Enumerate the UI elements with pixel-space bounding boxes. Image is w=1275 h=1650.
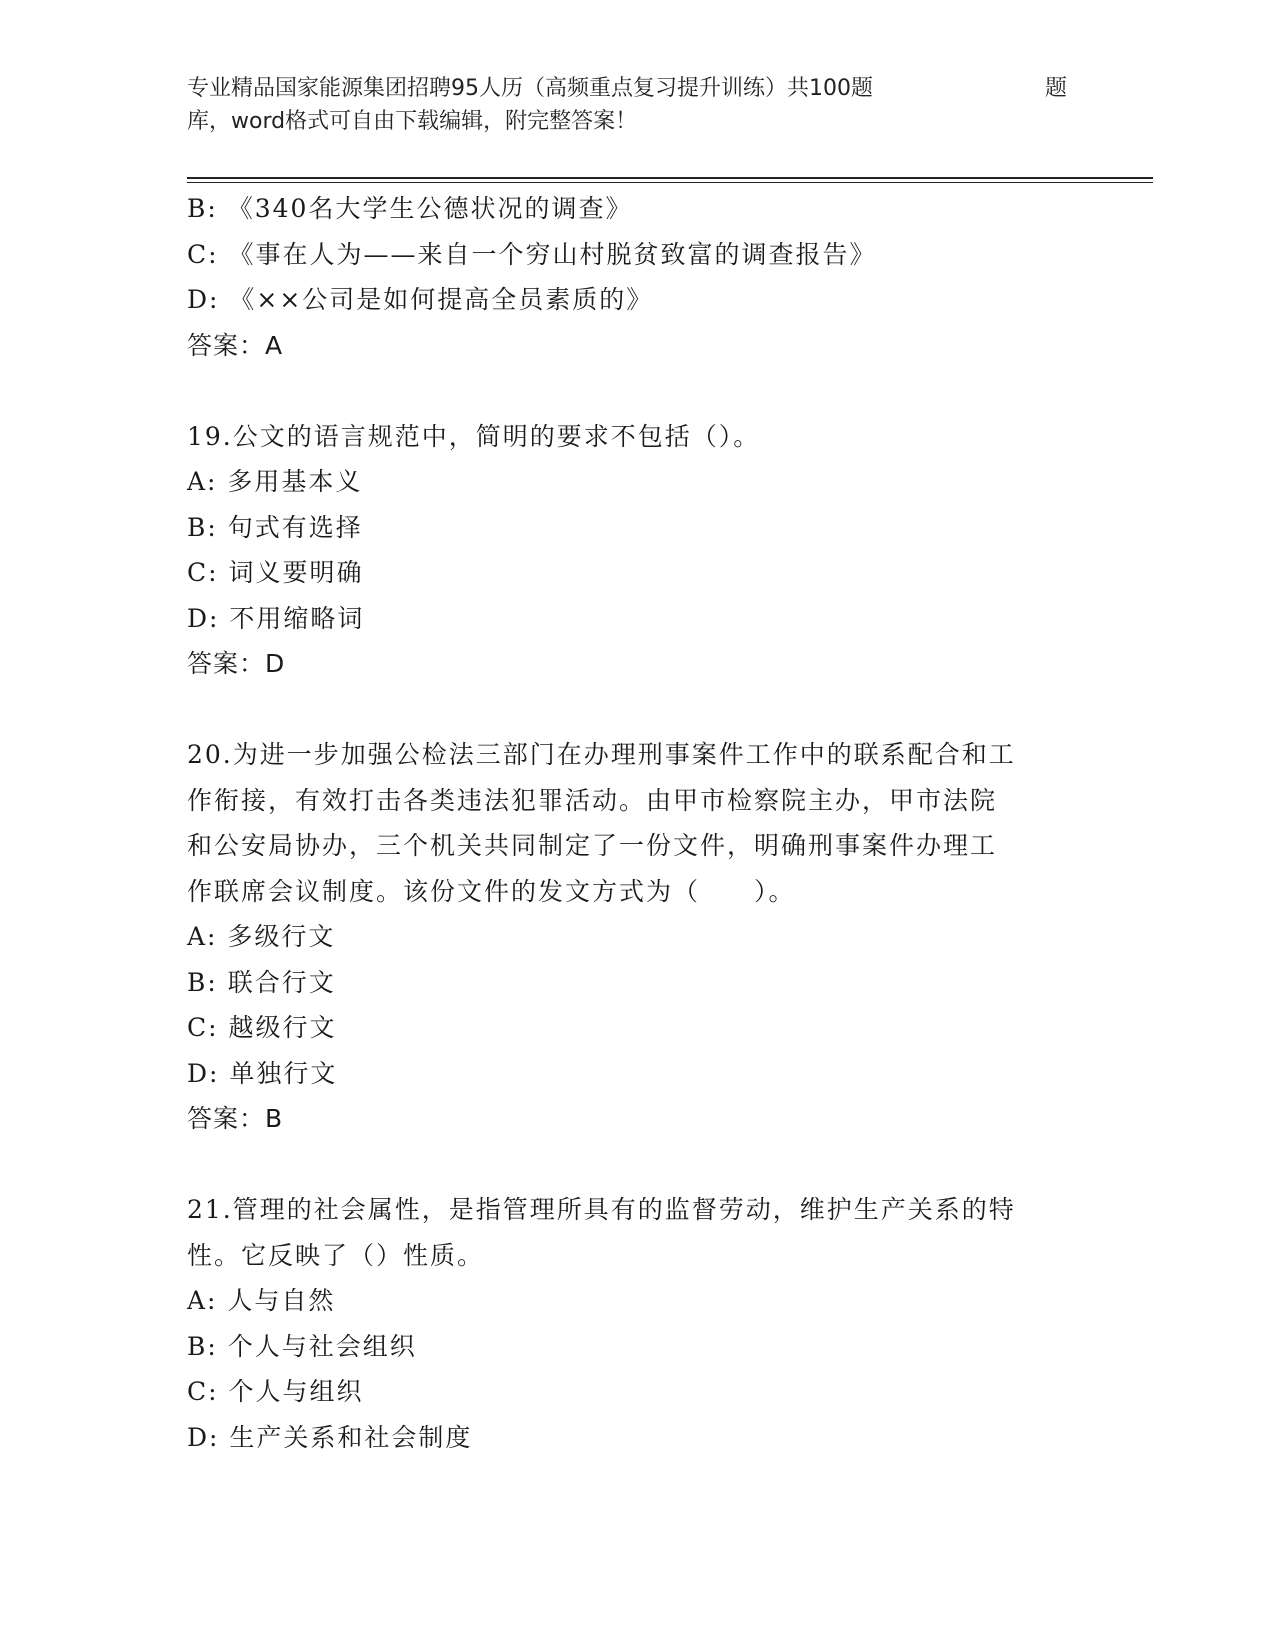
q20-option-b: B: 联合行文 [187,967,336,997]
header-line-2: 库，word格式可自由下载编辑，附完整答案！ [187,109,638,134]
q21-stem-line-1: 21.管理的社会属性，是指管理所具有的监督劳动，维护生产关系的特 [187,1195,1016,1224]
q21-option-b: B: 个人与社会组织 [187,1331,417,1361]
q20-stem-line-2: 作衔接，有效打击各类违法犯罪活动。由甲市检察院主办，甲市法院 [187,785,998,815]
q21-option-d: D: 生产关系和社会制度 [187,1422,473,1452]
q20-option-d: D: 单独行文 [187,1058,338,1088]
q20-answer: 答案：B [187,1104,284,1133]
q20-stem-line-3: 和公安局协办，三个机关共同制定了一份文件，明确刑事案件办理工 [187,831,998,860]
question-content [187,186,1067,1460]
document-header [187,72,1067,138]
spacer [187,687,1067,733]
header-divider-thick [187,177,1153,179]
header-line-1 [187,72,1067,105]
q19-option-d: D: 不用缩略词 [187,603,365,633]
q20-stem-line-4: 作联席会议制度。该份文件的发文方式为（ ）。 [187,876,796,906]
q20-stem-line-1: 20.为进一步加强公检法三部门在办理刑事案件工作中的联系配合和工 [187,740,1016,769]
q19-option-c: C: 词义要明确 [187,558,364,587]
header-title-tail: 题 [1045,76,1068,101]
q21-stem-line-2: 性。它反映了（）性质。 [187,1240,485,1270]
spacer [187,1142,1067,1188]
q20-option-a: A: 多级行文 [187,922,336,951]
q19-stem: 19.公文的语言规范中，简明的要求不包括（）。 [187,421,761,451]
q19-option-a: A: 多用基本义 [187,467,363,496]
q18-answer: 答案：A [187,330,284,360]
spacer [187,368,1067,414]
q18-option-c: C: 《事在人为——来自一个穷山村脱贫致富的调查报告》 [187,239,877,269]
q18-option-b: B: 《340名大学生公德状况的调查》 [187,194,633,223]
q20-option-c: C: 越级行文 [187,1013,337,1042]
header-title-text: 专业精品国家能源集团招聘95人历（高频重点复习提升训练）共100题 [187,76,873,101]
header-divider-thin [187,182,1153,183]
q18-option-d: D: 《××公司是如何提高全员素质的》 [187,285,654,314]
q19-answer: 答案：D [187,649,286,678]
q21-option-a: A: 人与自然 [187,1286,336,1315]
q19-option-b: B: 句式有选择 [187,512,363,542]
q21-option-c: C: 个人与组织 [187,1377,364,1406]
